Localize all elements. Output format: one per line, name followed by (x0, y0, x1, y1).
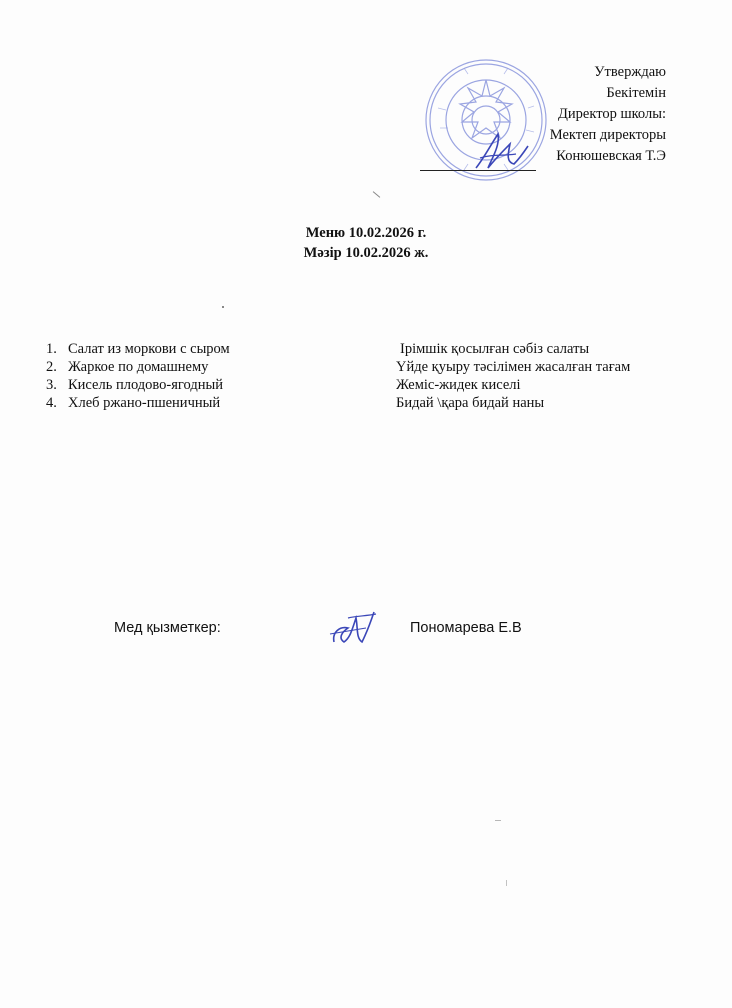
menu-item-text: Кисель плодово-ягодный (68, 377, 223, 393)
director-name: Конюшевская Т.Э (556, 148, 666, 164)
menu-item-kz: Ірімшік қосылған сәбіз салаты (400, 341, 590, 357)
menu-item-number: 3. (46, 377, 57, 393)
scan-mark (373, 191, 381, 198)
menu-item-kz: Жеміс-жидек киселі (396, 377, 521, 393)
menu-list-ru (46, 340, 230, 412)
menu-item-number: 1. (46, 341, 57, 357)
nurse-name: Пономарева Е.В (410, 620, 522, 636)
menu-item-text: Хлеб ржано-пшеничный (68, 395, 221, 411)
director-title-ru: Директор школы: (558, 106, 666, 122)
menu-item-ru (46, 340, 230, 358)
menu-item-ru (46, 358, 230, 376)
approval-block (550, 62, 666, 167)
approval-line-kz: Бекітемін (606, 85, 666, 101)
nurse-label: Мед қызметкер: (114, 620, 221, 636)
menu-item-kz: Үйде қуыру тәсілімен жасалған тағам (396, 359, 631, 375)
menu-item-text: Жаркое по домашнему (68, 359, 209, 375)
nurse-signature-icon (326, 604, 380, 648)
menu-item-number: 4. (46, 395, 57, 411)
director-signature-icon (470, 128, 530, 176)
menu-item-ru (46, 394, 230, 412)
director-title-kz: Мектеп директоры (549, 127, 666, 143)
scan-mark (506, 880, 507, 886)
menu-title-kz: Мәзір 10.02.2026 ж. (303, 245, 429, 261)
menu-title-ru: Меню 10.02.2026 г. (305, 225, 427, 241)
menu-list-kz (396, 340, 630, 412)
menu-item-kz: Бидай \қара бидай наны (396, 395, 545, 411)
director-signature-line (420, 170, 536, 171)
scan-dot (222, 306, 224, 308)
menu-item-number: 2. (46, 359, 57, 375)
menu-item-ru (46, 376, 230, 394)
menu-item-text: Салат из моркови с сыром (68, 341, 230, 357)
scan-mark (495, 820, 501, 821)
approval-line-ru: Утверждаю (594, 64, 666, 80)
